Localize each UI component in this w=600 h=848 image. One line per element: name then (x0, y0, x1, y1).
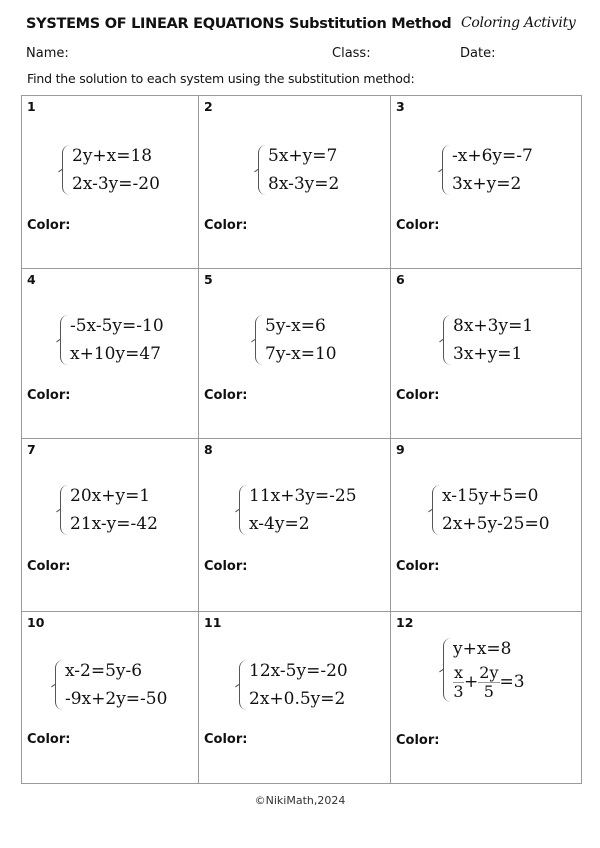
color-label: Color: (396, 388, 440, 403)
equation: -5x-5y=-10 (70, 316, 164, 336)
equation: 2x-3y=-20 (72, 174, 160, 194)
equation: 2x+5y-25=0 (442, 514, 550, 534)
problem-cell-5 (199, 269, 391, 439)
color-label: Color: (204, 732, 248, 747)
copyright: ©NikiMath,2024 (254, 794, 346, 807)
brace-icon (255, 315, 264, 365)
problem-cell-6 (391, 269, 583, 439)
color-label: Color: (27, 218, 71, 233)
equation-system (255, 315, 337, 365)
class-label: Class: (332, 46, 371, 61)
problem-number: 9 (396, 442, 405, 457)
equation-system (432, 485, 550, 535)
color-label: Color: (396, 733, 440, 748)
brace-icon (60, 485, 69, 535)
equation-system (62, 145, 160, 195)
color-label: Color: (204, 388, 248, 403)
brace-icon (60, 315, 69, 365)
problem-cell-4 (22, 269, 199, 439)
equation: 3x+y=1 (453, 344, 523, 364)
problem-number: 7 (27, 442, 36, 457)
equation-system (60, 315, 164, 365)
problem-cell-1 (22, 96, 199, 268)
equation: y+x=8 (453, 639, 512, 659)
equation-system (60, 485, 158, 535)
equation: 5x+y=7 (268, 146, 338, 166)
problem-number: 3 (396, 99, 405, 114)
problem-number: 8 (204, 442, 213, 457)
brace-icon (443, 315, 452, 365)
problem-number: 5 (204, 272, 213, 287)
equation-system (239, 660, 348, 710)
brace-icon (62, 145, 71, 195)
equation: x-2=5y-6 (65, 661, 143, 681)
equation: 2y+x=18 (72, 146, 153, 166)
color-label: Color: (396, 218, 440, 233)
color-label: Color: (27, 559, 71, 574)
problem-cell-12 (391, 612, 583, 784)
problem-number: 1 (27, 99, 36, 114)
worksheet-title: SYSTEMS OF LINEAR EQUATIONS Substitution Method (26, 16, 452, 32)
problem-grid (21, 95, 582, 784)
problem-number: 6 (396, 272, 405, 287)
problem-cell-10 (22, 612, 199, 784)
equation: 3x+y=2 (452, 174, 522, 194)
brace-icon (443, 638, 452, 702)
color-label: Color: (204, 559, 248, 574)
brace-icon (239, 660, 248, 710)
problem-cell-2 (199, 96, 391, 268)
equation: 8x+3y=1 (453, 316, 534, 336)
color-label: Color: (27, 732, 71, 747)
problem-number: 11 (204, 615, 222, 630)
equation: -9x+2y=-50 (65, 689, 168, 709)
problem-cell-7 (22, 439, 199, 612)
equation: 7y-x=10 (265, 344, 337, 364)
equation: 20x+y=1 (70, 486, 151, 506)
brace-icon (258, 145, 267, 195)
problem-number: 2 (204, 99, 213, 114)
fraction: $\frac{x}{3}$ (453, 663, 464, 701)
equation: 8x-3y=2 (268, 174, 340, 194)
problem-number: 12 (396, 615, 414, 630)
equation: x+10y=47 (70, 344, 161, 364)
problem-number: 10 (27, 615, 45, 630)
equation: 12x-5y=-20 (249, 661, 348, 681)
date-label: Date: (460, 46, 496, 61)
name-label: Name: (26, 46, 69, 61)
equation: 5y-x=6 (265, 316, 326, 336)
brace-icon (432, 485, 441, 535)
brace-icon (55, 660, 64, 710)
instructions: Find the solution to each system using the substitution method: (27, 71, 415, 86)
equation-system (239, 485, 357, 535)
equation: 21x-y=-42 (70, 514, 158, 534)
brace-icon (239, 485, 248, 535)
color-label: Color: (396, 559, 440, 574)
fraction-equation: $\frac{x}{3}$ + $\frac{2y}{5}$ =3 (453, 663, 525, 701)
equation-system (442, 145, 533, 195)
equation: -x+6y=-7 (452, 146, 533, 166)
problem-cell-9 (391, 439, 583, 612)
problem-cell-3 (391, 96, 583, 268)
worksheet-subtitle: Coloring Activity (461, 15, 576, 31)
equation-system (258, 145, 339, 195)
fraction: $\frac{2y}{5}$ (479, 663, 499, 701)
equation-system (443, 315, 533, 365)
equation-system (55, 660, 167, 710)
equation: x-15y+5=0 (442, 486, 539, 506)
color-label: Color: (204, 218, 248, 233)
brace-icon (442, 145, 451, 195)
problem-number: 4 (27, 272, 36, 287)
equation: 11x+3y=-25 (249, 486, 357, 506)
equation: 2x+0.5y=2 (249, 689, 346, 709)
problem-cell-11 (199, 612, 391, 784)
problem-cell-8 (199, 439, 391, 612)
equation-system (443, 638, 525, 702)
color-label: Color: (27, 388, 71, 403)
equation: x-4y=2 (249, 514, 310, 534)
